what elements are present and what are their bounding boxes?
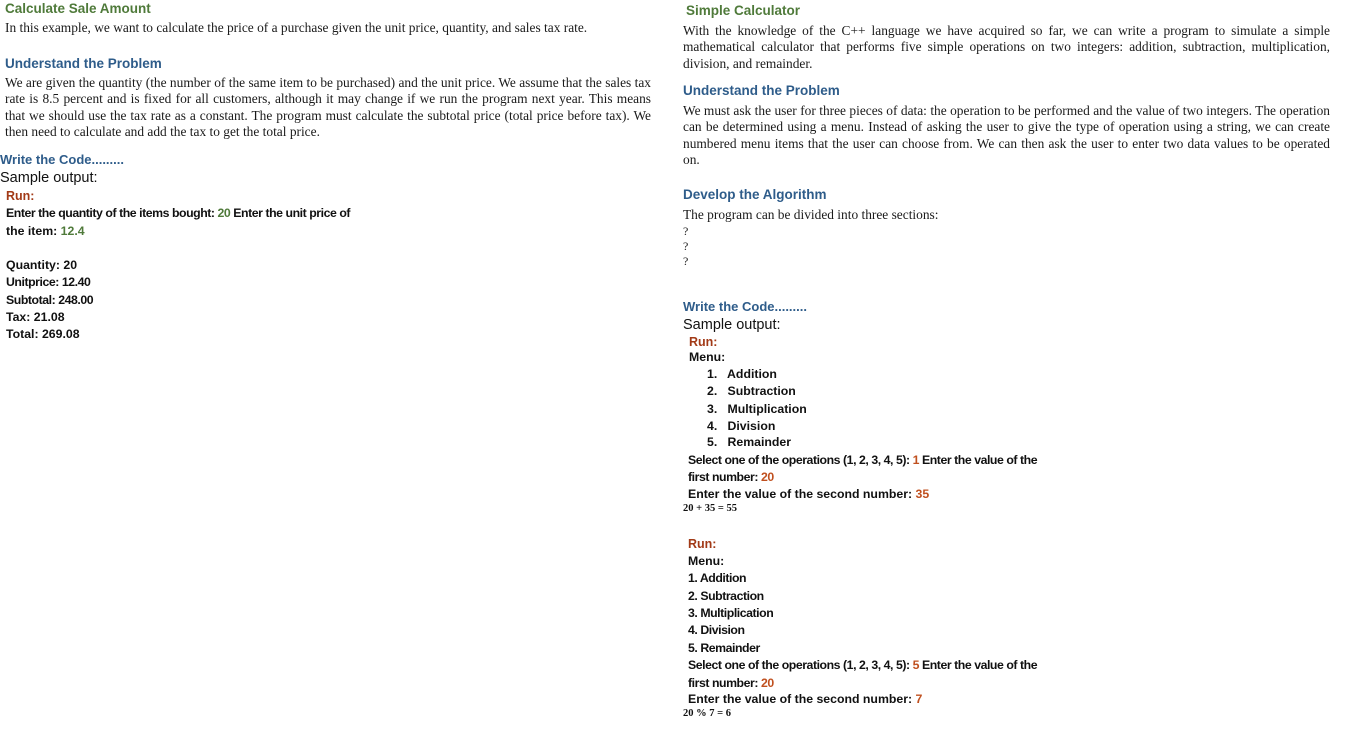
calc-intro: With the knowledge of the C++ language we have acquired so far, we can write a program to simulate a simple mathematical calculator that performs five simple operations on two integers: addition, subtraction, multiplication, division, and remainder. <box>683 23 1330 71</box>
prompt-price-2: the item: <box>6 224 61 238</box>
run2-first-prompt-2: first number: <box>688 676 761 690</box>
run1-second-input: 35 <box>915 487 930 501</box>
sale-sample-output: Sample output: <box>0 170 98 186</box>
sale-prompt-line-2 <box>6 224 85 238</box>
run2-menu-label: Menu: <box>688 554 725 568</box>
calc-understand-text: We must ask the user for three pieces of data: the operation to be performed and the value of two integers. The operation can be determined using a menu. Instead of asking the user to give the type of operation using a string, we can create numbered menu items that the user can choose from. We can then ask the user to enter two data values to be operated on. <box>683 103 1330 167</box>
input-price: 12.4 <box>60 224 85 238</box>
input-quantity: 20 <box>217 206 231 220</box>
sale-understand-heading: Understand the Problem <box>5 56 162 71</box>
sale-intro: In this example, we want to calculate the price of a purchase given the unit price, quantity, and sales tax rate. <box>5 20 588 35</box>
run1-label: Run: <box>689 335 718 349</box>
run1-second-line <box>688 487 929 501</box>
run1-result: 20 + 35 = 55 <box>683 503 737 514</box>
run1-menu-item: 2. Subtraction <box>707 384 796 398</box>
calc-develop-heading: Develop the Algorithm <box>683 187 827 202</box>
calc-title: Simple Calculator <box>686 3 801 18</box>
qmark-1: ? <box>683 224 689 238</box>
calc-understand-heading: Understand the Problem <box>683 83 840 98</box>
result-total: Total: 269.08 <box>6 327 80 341</box>
result-subtotal: Subtotal: 248.00 <box>6 293 94 307</box>
prompt-quantity: Enter the quantity of the items bought: <box>6 206 218 220</box>
run2-select-prompt: Select one of the operations (1, 2, 3, 4, 5): <box>688 658 913 672</box>
run1-select-line <box>688 453 1037 467</box>
sale-write-code: Write the Code......... <box>0 152 124 167</box>
calc-sample-output: Sample output: <box>683 317 781 333</box>
run2-second-input: 7 <box>915 692 923 706</box>
run1-select-prompt: Select one of the operations (1, 2, 3, 4, 5): <box>688 453 913 467</box>
run2-menu-item: 1. Addition <box>688 571 747 585</box>
run1-menu-item: 5. Remainder <box>707 435 792 449</box>
run1-second-prompt: Enter the value of the second number: <box>688 487 916 501</box>
run1-menu-item: 1. Addition <box>707 367 777 381</box>
result-unitprice: Unitprice: 12.40 <box>6 275 91 289</box>
run2-second-line <box>688 692 922 706</box>
run1-first-prompt-1: Enter the value of the <box>919 453 1038 467</box>
run1-menu-item: 3. Multiplication <box>707 402 807 416</box>
run1-first-input: 20 <box>760 470 774 484</box>
run2-first-line <box>688 676 774 690</box>
run2-menu-item: 4. Division <box>688 623 745 637</box>
qmark-3: ? <box>683 254 689 268</box>
run2-second-prompt: Enter the value of the second number: <box>688 692 916 706</box>
run2-select-line <box>688 658 1037 672</box>
result-tax: Tax: 21.08 <box>6 310 65 324</box>
run1-select-input: 1 <box>912 453 920 467</box>
run2-menu-item: 2. Subtraction <box>688 589 764 603</box>
sale-run-label: Run: <box>6 189 35 203</box>
run2-select-input: 5 <box>912 658 920 672</box>
run2-first-prompt-1: Enter the value of the <box>919 658 1038 672</box>
sale-understand-text: We are given the quantity (the number of the same item to be purchased) and the unit price. We assume that the sales tax rate is 8.5 percent and is fixed for all customers, although it may change if we run the program next year. This means that we should use the tax rate as a constant. The program must calculate the subtotal price (total price before tax). We then need to calculate and add the tax to get the total price. <box>5 75 651 139</box>
prompt-price-1: Enter the unit price of <box>230 206 351 220</box>
run1-menu-label: Menu: <box>689 350 726 364</box>
result-quantity: Quantity: 20 <box>6 258 78 272</box>
calc-develop-text: The program can be divided into three sections: <box>683 207 939 222</box>
run2-menu-item: 3. Multiplication <box>688 606 774 620</box>
run2-first-input: 20 <box>760 676 774 690</box>
qmark-2: ? <box>683 239 689 253</box>
run1-first-line <box>688 470 774 484</box>
run1-menu-item: 4. Division <box>707 419 776 433</box>
run2-menu-item: 5. Remainder <box>688 641 760 655</box>
sale-prompt-line-1 <box>6 206 350 220</box>
sale-title: Calculate Sale Amount <box>5 1 151 16</box>
run2-label: Run: <box>688 537 717 551</box>
run1-first-prompt-2: first number: <box>688 470 761 484</box>
calc-write-code: Write the Code......... <box>683 299 807 314</box>
run2-result: 20 % 7 = 6 <box>683 708 731 719</box>
